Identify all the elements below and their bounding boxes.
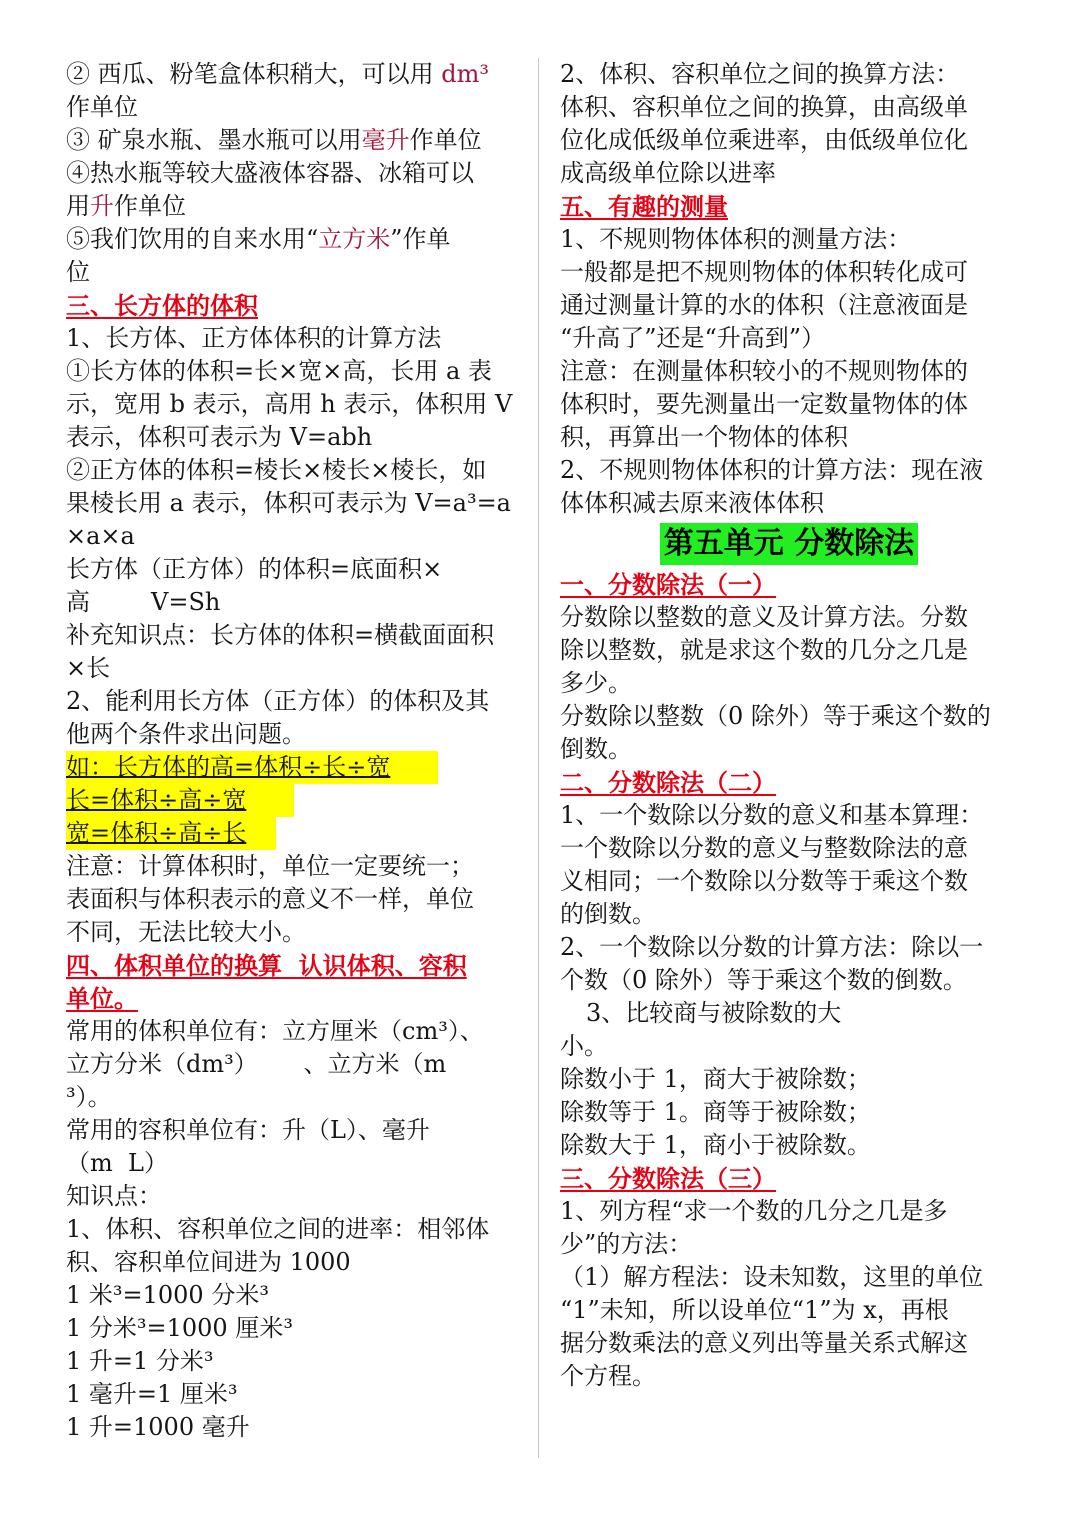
text-line: 1、体积、容积单位之间的进率：相邻体 <box>66 1215 490 1243</box>
text-line: 个数（0 除外）等于乘这个数的倒数。 <box>560 966 967 994</box>
unit-title: 第五单元 分数除法 <box>660 523 918 565</box>
highlight-line: 长=体积÷高÷宽 <box>66 784 526 817</box>
text-line: 表面积与体积表示的意义不一样，单位 <box>66 885 474 913</box>
text-line: ×a×a <box>66 522 135 550</box>
section-heading: 一、分数除法（一） <box>560 570 776 599</box>
text-line: 知识点： <box>66 1182 162 1210</box>
text-line: 体体积减去原来液体体积 <box>560 489 824 517</box>
text-line: ②正方体的体积=棱长×棱长×棱长，如 <box>66 456 487 484</box>
text-line: 的倒数。 <box>560 900 656 928</box>
text-line: “1”未知，所以设单位“1”为 x，再根 <box>560 1296 949 1324</box>
text-line: 常用的容积单位有：升（L）、毫升 <box>66 1116 430 1144</box>
text-line: 2、不规则物体体积的计算方法：现在液 <box>560 456 984 484</box>
text-line: 个方程。 <box>560 1362 656 1390</box>
text-line: 1、长方体、正方体体积的计算方法 <box>66 324 442 352</box>
text-line: ② 西瓜、粉笔盒体积稍大，可以用 dm³ <box>66 60 490 88</box>
text-line: 2、体积、容积单位之间的换算方法： <box>560 60 960 88</box>
section-heading: 二、分数除法（二） <box>560 768 776 797</box>
text-line: 据分数乘法的意义列出等量关系式解这 <box>560 1329 968 1357</box>
text-line: 1 毫升=1 厘米³ <box>66 1380 238 1408</box>
text-line: 除数大于 1，商小于被除数。 <box>560 1131 871 1159</box>
text-line: ①长方体的体积=长×宽×高，长用 a 表 <box>66 357 492 385</box>
column-divider <box>538 58 539 1458</box>
text-line: 1 分米³=1000 厘米³ <box>66 1314 293 1342</box>
text-line: 补充知识点：长方体的体积=横截面面积 <box>66 621 495 649</box>
text-line: 分数除以整数（0 除外）等于乘这个数的 <box>560 702 991 730</box>
text-line: 成高级单位除以进率 <box>560 159 776 187</box>
section-heading: 三、分数除法（三） <box>560 1164 776 1193</box>
text-line: （m L） <box>66 1149 168 1177</box>
section-heading: 三、长方体的体积 <box>66 291 258 320</box>
text-line: “升高了”还是“升高到”） <box>560 324 826 352</box>
text-line: 1、不规则物体体积的测量方法： <box>560 225 912 253</box>
text-line: 体积时，要先测量出一定数量物体的体 <box>560 390 968 418</box>
text-line: 小。 <box>560 1032 608 1060</box>
text-line: 少”的方法： <box>560 1230 693 1258</box>
text-line: 积、容积单位间进为 1000 <box>66 1248 351 1276</box>
text-line: 1 米³=1000 分米³ <box>66 1281 269 1309</box>
text-line: ③ 矿泉水瓶、墨水瓶可以用毫升作单位 <box>66 126 482 154</box>
left-column <box>66 58 526 1444</box>
text-line: 一个数除以分数的意义与整数除法的意 <box>560 834 968 862</box>
text-line: ³）。 <box>66 1083 112 1111</box>
text-line: 分数除以整数的意义及计算方法。分数 <box>560 603 968 631</box>
text-line: 长方体（正方体）的体积=底面积× <box>66 555 443 583</box>
highlight-line: 如：长方体的高=体积÷长÷宽 <box>66 751 526 784</box>
text-line: ⑤我们饮用的自来水用“立方米”作单 <box>66 225 451 253</box>
highlight-line: 宽=体积÷高÷长 <box>66 817 526 850</box>
text-line: ④热水瓶等较大盛液体容器、冰箱可以 <box>66 159 474 187</box>
text-line: 一般都是把不规则物体的体积转化成可 <box>560 258 968 286</box>
section-heading: 五、有趣的测量 <box>560 192 728 221</box>
text-line: 除数等于 1。商等于被除数； <box>560 1098 871 1126</box>
right-column <box>560 58 1018 1393</box>
text-line: ×长 <box>66 654 111 682</box>
text-line: 常用的体积单位有：立方厘米（cm³）、 <box>66 1017 484 1045</box>
section-heading: 四、体积单位的换算 认识体积、容积 <box>66 951 467 980</box>
text-line: 1 升=1 分米³ <box>66 1347 214 1375</box>
text-line: 义相同；一个数除以分数等于乘这个数 <box>560 867 968 895</box>
text-line: 倒数。 <box>560 735 632 763</box>
text-line: 位 <box>66 258 90 286</box>
text-line: 果棱长用 a 表示，体积可表示为 V=a³=a <box>66 489 511 517</box>
text-line: 用升作单位 <box>66 192 186 220</box>
text-line: 2、能利用长方体（正方体）的体积及其 <box>66 687 490 715</box>
text-line: 通过测量计算的水的体积（注意液面是 <box>560 291 968 319</box>
text-line: 1 升=1000 毫升 <box>66 1413 250 1441</box>
text-line: 3、比较商与被除数的大 <box>586 999 842 1027</box>
text-line: 2、一个数除以分数的计算方法：除以一 <box>560 933 984 961</box>
text-line: 体积、容积单位之间的换算，由高级单 <box>560 93 968 121</box>
text-line: 示，宽用 b 表示，高用 h 表示，体积用 V <box>66 390 513 418</box>
text-line: （1）解方程法：设未知数，这里的单位 <box>560 1263 984 1291</box>
text-line: 1、列方程“求一个数的几分之几是多 <box>560 1197 948 1225</box>
text-line: 表示，体积可表示为 V=abh <box>66 423 373 451</box>
unit-title-wrap <box>560 522 1018 566</box>
text-line: 不同，无法比较大小。 <box>66 918 306 946</box>
section-heading: 单位。 <box>66 984 138 1013</box>
text-line: 除数小于 1，商大于被除数； <box>560 1065 871 1093</box>
text-line: 作单位 <box>66 93 138 121</box>
text-line: 他两个条件求出问题。 <box>66 720 306 748</box>
text-line: 除以整数，就是求这个数的几分之几是 <box>560 636 968 664</box>
text-line: 1、一个数除以分数的意义和基本算理： <box>560 801 984 829</box>
text-line: 高 V=Sh <box>66 588 221 616</box>
text-line: 多少。 <box>560 669 632 697</box>
text-line: 注意：在测量体积较小的不规则物体的 <box>560 357 968 385</box>
text-line: 位化成低级单位乘进率，由低级单位化 <box>560 126 968 154</box>
text-line: 立方分米（dm³） 、立方米（m <box>66 1050 447 1078</box>
text-line: 注意：计算体积时，单位一定要统一； <box>66 852 474 880</box>
text-line: 积，再算出一个物体的体积 <box>560 423 848 451</box>
